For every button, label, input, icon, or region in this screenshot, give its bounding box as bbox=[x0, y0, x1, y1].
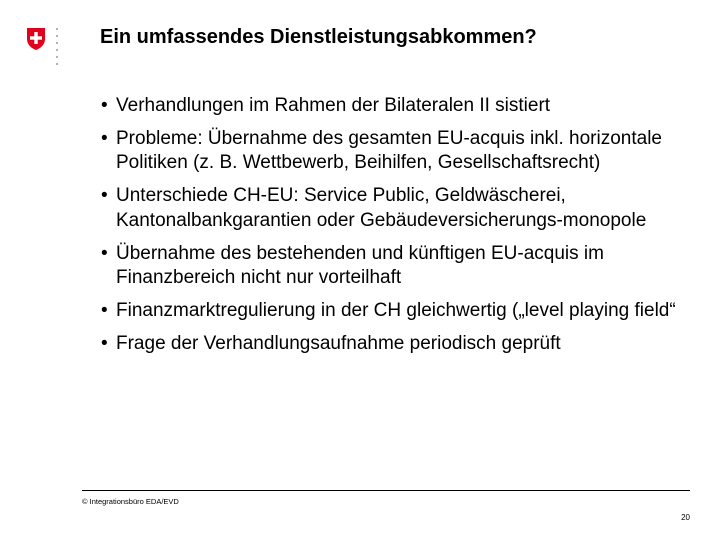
bullet-text: Probleme: Übernahme des gesamten EU-acquis inkl. horizontale Politiken (z. B. Wettbewerb, Beihilfen, Gesellschaftsrecht) bbox=[116, 127, 662, 174]
bullet-list bbox=[100, 94, 700, 365]
bullet-symbol: • bbox=[101, 127, 108, 149]
bullet-symbol: • bbox=[101, 95, 108, 116]
bullet-text: Unterschiede CH-EU: Service Public, Geldwäscherei, Kantonalbankgarantien oder Gebäudeversicherungs-monopole bbox=[116, 185, 647, 231]
bullet-text: Übernahme des bestehenden und künftigen EU-acquis im Finanzbereich nicht nur vorteilhaft bbox=[116, 242, 604, 288]
footer-rule bbox=[82, 490, 690, 491]
bullet-symbol: • bbox=[101, 299, 108, 321]
bullet-item bbox=[100, 299, 700, 323]
bullet-symbol: • bbox=[101, 242, 108, 264]
bullet-item bbox=[100, 332, 700, 356]
bullet-symbol: • bbox=[101, 185, 108, 207]
bullet-item bbox=[100, 184, 700, 233]
footer-copyright: © Integrationsbüro EDA/EVD bbox=[82, 497, 179, 506]
page-title: Ein umfassendes Dienstleistungsabkommen? bbox=[100, 26, 537, 48]
bullet-item bbox=[100, 242, 700, 291]
bullet-text: Verhandlungen im Rahmen der Bilateralen II sistiert bbox=[116, 95, 551, 116]
bullet-item bbox=[100, 127, 700, 176]
page-number: 20 bbox=[681, 513, 690, 522]
bullet-item bbox=[100, 94, 700, 118]
swiss-cross-shield-icon bbox=[26, 27, 46, 51]
header-divider bbox=[56, 26, 58, 66]
bullet-text: Frage der Verhandlungsaufnahme periodisch geprüft bbox=[116, 332, 561, 354]
bullet-symbol: • bbox=[101, 332, 108, 354]
bullet-text: Finanzmarktregulierung in der CH gleichwertig („level playing field“ bbox=[116, 299, 676, 321]
